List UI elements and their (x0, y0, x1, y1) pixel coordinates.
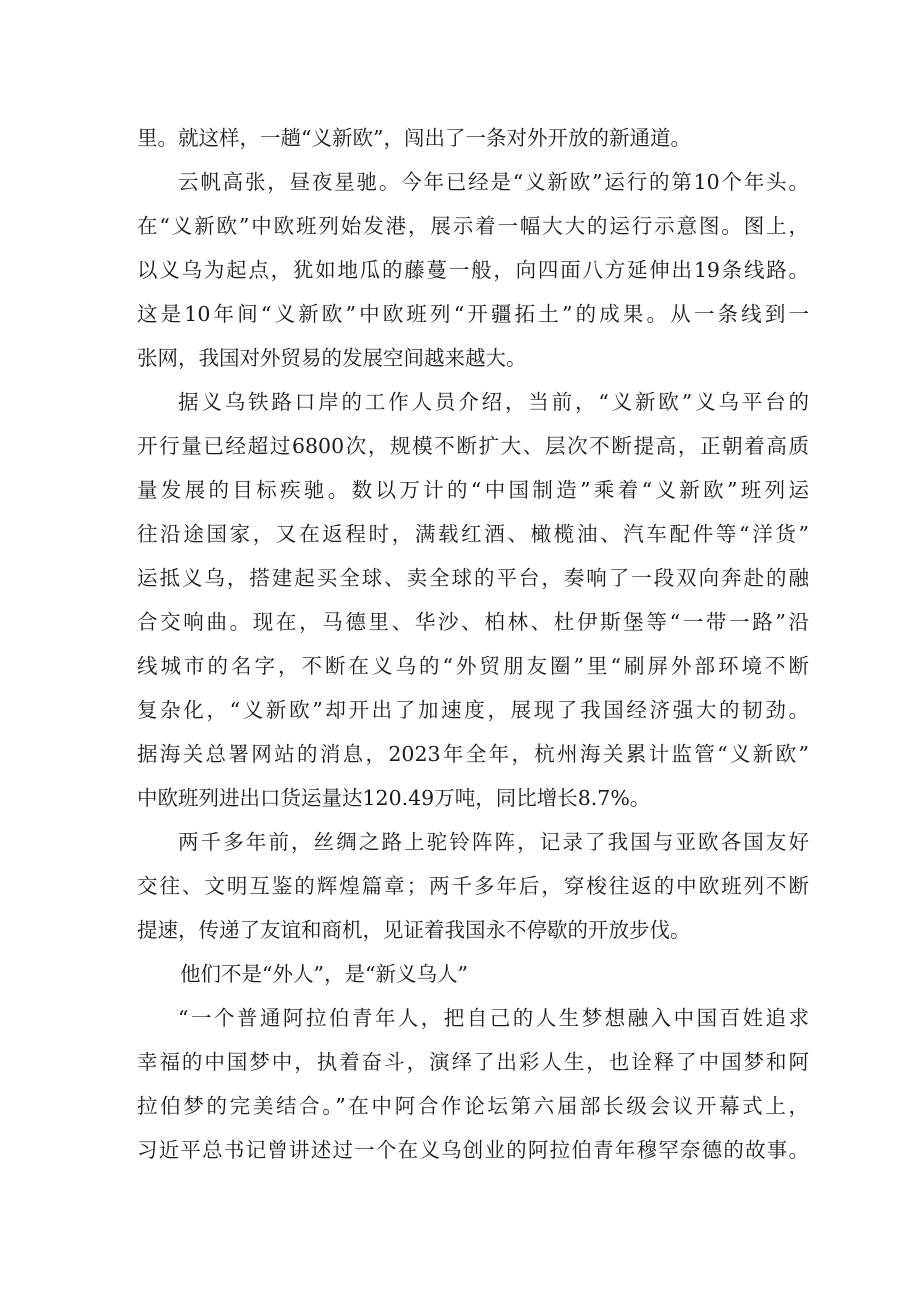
text-line-15: 据海关总署网站的消息，2023年全年，杭州海关累计监管“义新欧” (137, 742, 809, 766)
text-line-12: 合交响曲。现在，马德里、华沙、柏林、杜伊斯堡等“一带一路”沿 (137, 610, 809, 634)
text-line-6: 张网，我国对外贸易的发展空间越来越大。 (137, 346, 527, 370)
text-line-23: 拉伯梦的完美结合。”在中阿合作论坛第六届部长级会议开幕式上， (137, 1094, 809, 1118)
text-line-21: “一个普通阿拉伯青年人，把自己的人生梦想融入中国百姓追求 (178, 1006, 809, 1030)
text-line-14: 复杂化，“义新欧”却开出了加速度，展现了我国经济强大的韧劲。 (137, 698, 809, 722)
text-line-16: 中欧班列进出口货运量达120.49万吨，同比增长8.7%。 (137, 786, 651, 810)
text-line-24: 习近平总书记曾讲述过一个在义乌创业的阿拉伯青年穆罕奈德的故事。 (137, 1138, 809, 1162)
text-line-17: 两千多年前，丝绸之路上驼铃阵阵，记录了我国与亚欧各国友好 (178, 830, 809, 854)
text-line-2: 云帆高张，昼夜星驰。今年已经是“义新欧”运行的第10个年头。 (178, 170, 809, 194)
text-line-13: 线城市的名字，不断在义乌的“外贸朋友圈”里“刷屏外部环境不断 (137, 654, 809, 678)
text-line-4: 以义乌为起点，犹如地瓜的藤蔓一般，向四面八方延伸出19条线路。 (137, 258, 809, 282)
text-line-1: 里。就这样，一趟“义新欧”，闯出了一条对外开放的新通道。 (137, 126, 691, 150)
text-line-11: 运抵义乌，搭建起买全球、卖全球的平台，奏响了一段双向奔赴的融 (137, 566, 809, 590)
section-heading: 他们不是“外人”，是“新义乌人” (180, 962, 468, 986)
text-line-18: 交往、文明互鉴的辉煌篇章；两千多年后，穿梭往返的中欧班列不断 (137, 874, 809, 898)
text-line-10: 往沿途国家，又在返程时，满载红酒、橄榄油、汽车配件等“洋货” (137, 522, 809, 546)
text-line-3: 在“义新欧”中欧班列始发港，展示着一幅大大的运行示意图。图上， (137, 214, 809, 238)
text-line-7: 据义乌铁路口岸的工作人员介绍，当前，“义新欧”义乌平台的 (178, 390, 809, 414)
text-line-22: 幸福的中国梦中，执着奋斗，演绎了出彩人生，也诠释了中国梦和阿 (137, 1050, 809, 1074)
text-line-8: 开行量已经超过6800次，规模不断扩大、层次不断提高，正朝着高质 (137, 434, 809, 458)
text-line-19: 提速，传递了友谊和商机，见证着我国永不停歇的开放步伐。 (137, 918, 691, 942)
text-line-5: 这是10年间“义新欧”中欧班列“开疆拓土”的成果。从一条线到一 (137, 302, 809, 326)
text-line-9: 量发展的目标疾驰。数以万计的“中国制造”乘着“义新欧”班列运 (137, 478, 809, 502)
